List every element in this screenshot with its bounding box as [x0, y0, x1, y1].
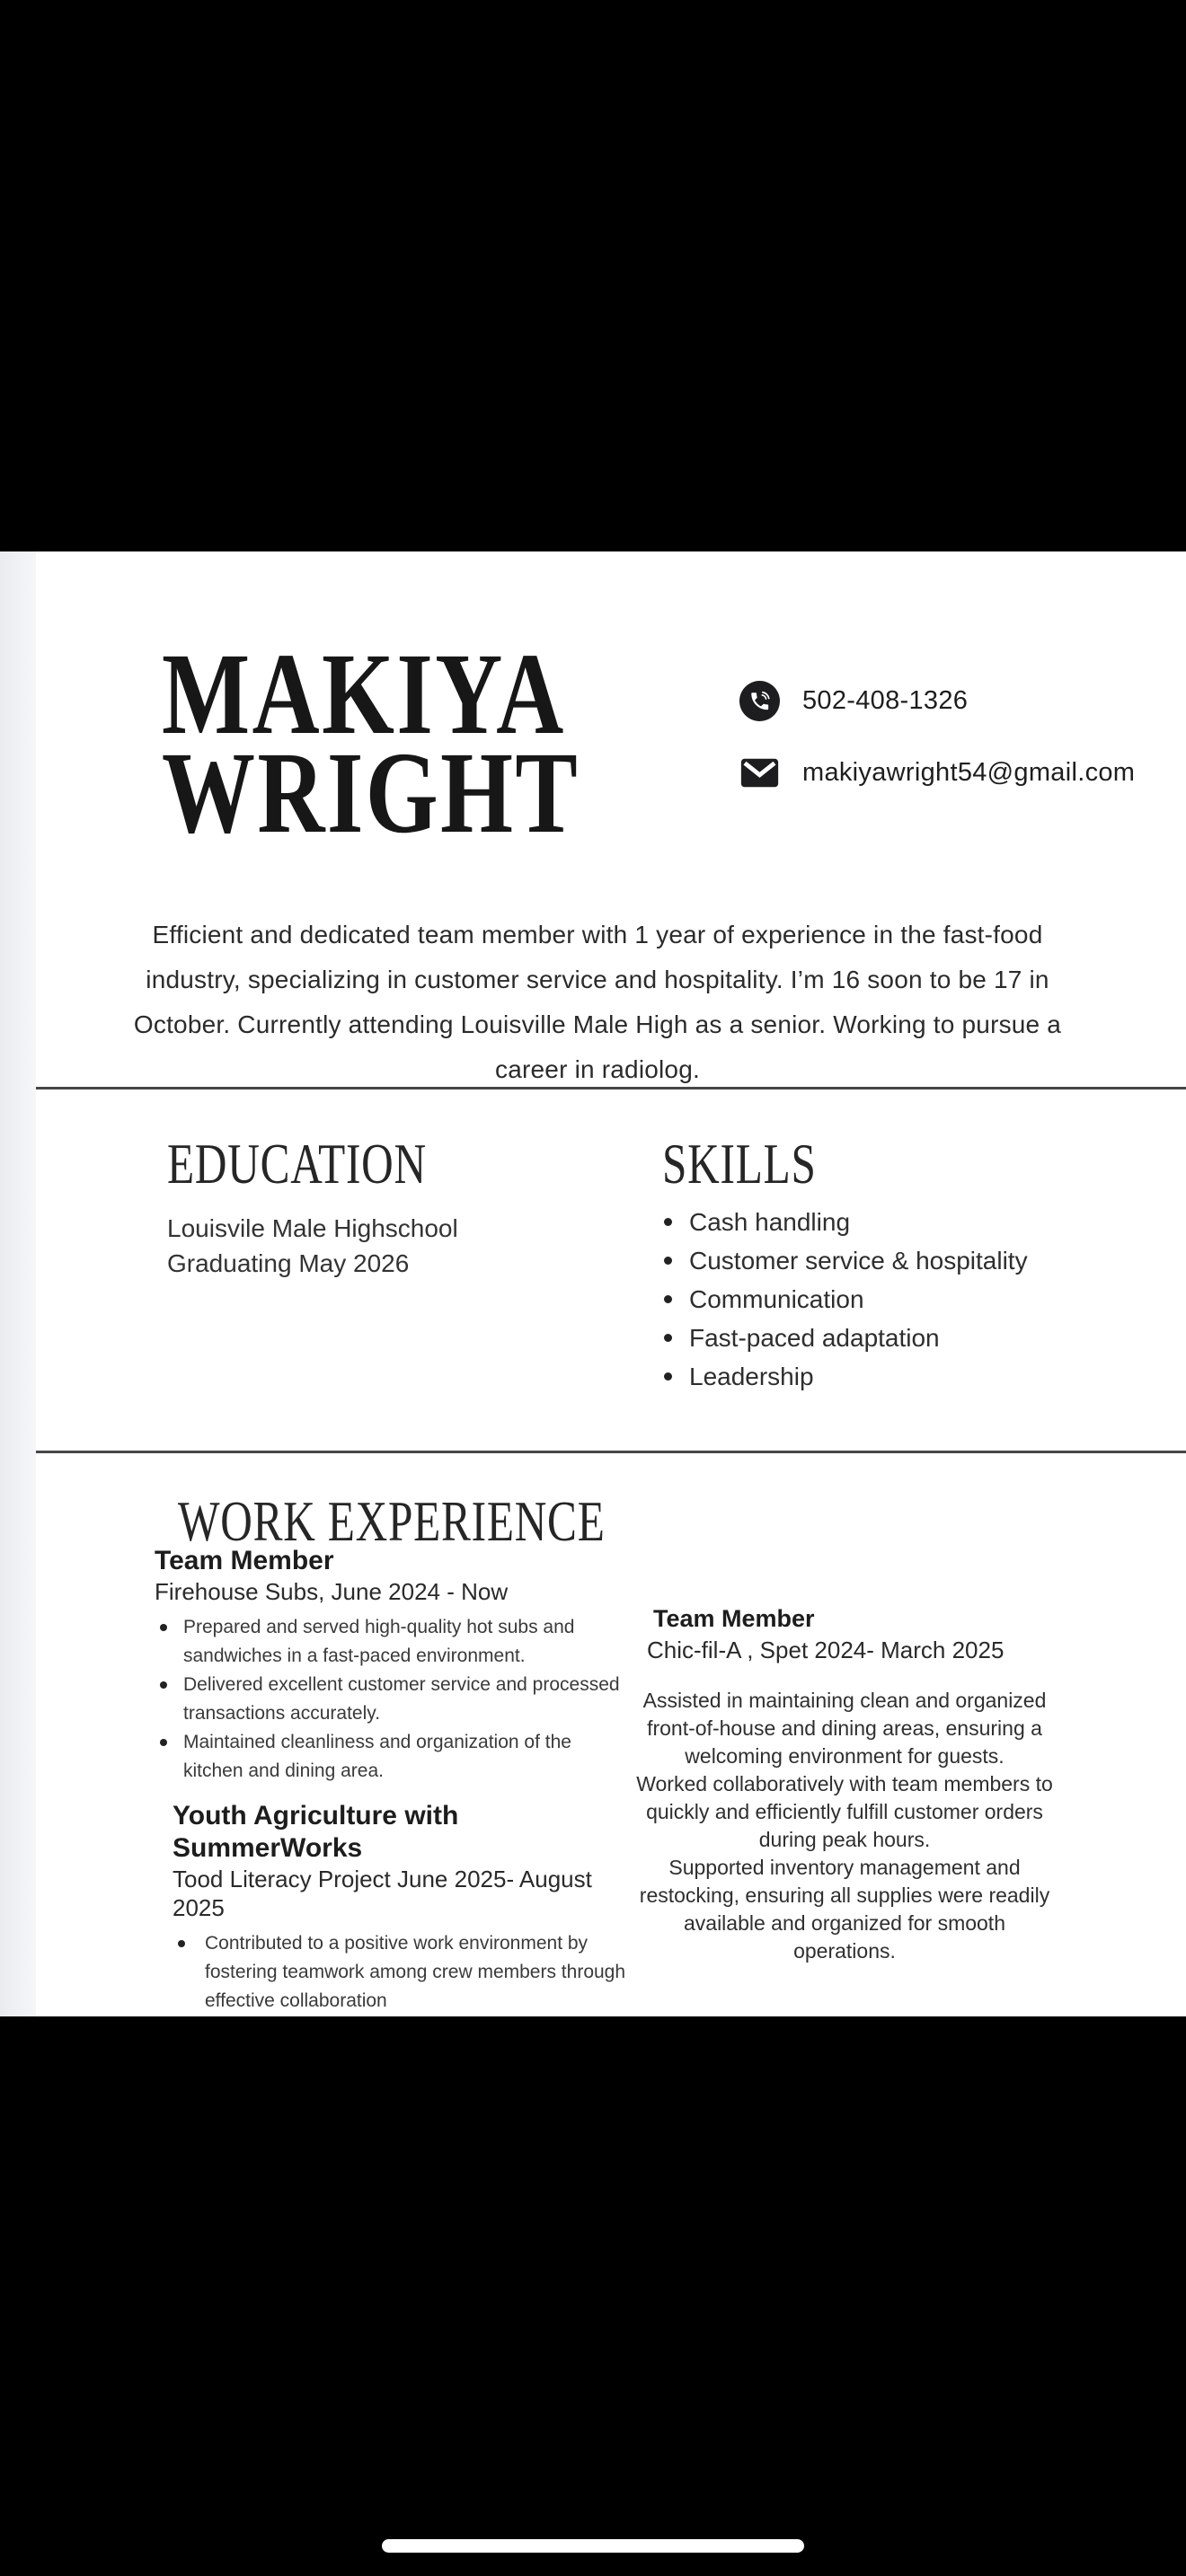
job-bullets — [155, 1613, 640, 1786]
work-right-column — [633, 1604, 1056, 1965]
list-item: Maintained cleanliness and organization of the kitchen and dining area. — [155, 1728, 633, 1786]
home-indicator[interactable] — [382, 2539, 804, 2553]
list-item: Assisted in maintaining clean and organized front-of-house and dining areas, ensuring a welcoming environment for guests. — [642, 1689, 1047, 1768]
job-role: Youth Agriculture with SummerWorks — [173, 1801, 459, 1863]
list-item: Customer service & hospitality — [662, 1248, 1028, 1275]
email-address: makiyawright54@gmail.com — [802, 758, 1136, 787]
skills-section — [662, 1134, 1028, 1402]
page-edge-shadow — [0, 551, 36, 2016]
phone-row[interactable] — [739, 681, 1135, 721]
divider-top — [36, 1087, 1186, 1090]
list-item: Leadership — [662, 1363, 1028, 1390]
top-letterbox — [0, 0, 1186, 551]
job-meta: Chic-fil-A , Spet 2024- March 2025 — [647, 1636, 1005, 1663]
job-role: Team Member — [653, 1605, 815, 1632]
contact-block — [739, 681, 1135, 793]
education-title: EDUCATION — [167, 1132, 427, 1195]
phone-icon — [739, 681, 780, 721]
resume-name — [162, 630, 684, 858]
work-title: WORK EXPERIENCE — [178, 1489, 606, 1553]
skills-title: SKILLS — [662, 1132, 817, 1195]
list-item: Contributed to a positive work environment by fostering teamwork among crew members through effective collaboration — [173, 1929, 651, 2016]
job-meta: Tood Literacy Project June 2025- August 2025 — [173, 1866, 592, 1921]
skills-list — [662, 1209, 1028, 1390]
list-item: Cash handling — [662, 1209, 1028, 1236]
education-detail: Graduating May 2026 — [167, 1249, 410, 1277]
mail-icon — [739, 753, 780, 793]
list-item: Supported inventory management and restocking, ensuring all supplies were readily available and organized for smooth operations. — [639, 1856, 1050, 1963]
list-item: Communication — [662, 1286, 1028, 1313]
list-item: Prepared and served high-quality hot subs and sandwiches in a fast-paced environment. — [155, 1613, 633, 1671]
list-item: Fast-paced adaptation — [662, 1325, 1028, 1352]
phone-number: 502-408-1326 — [802, 686, 969, 715]
document-viewer[interactable] — [0, 551, 1186, 2016]
education-section — [167, 1134, 504, 1281]
work-section-header — [178, 1491, 733, 1552]
name-line-2: WRIGHT — [162, 728, 580, 858]
job-firehouse — [155, 1545, 640, 1786]
name-line-1: MAKIYA — [162, 630, 566, 759]
email-row[interactable] — [739, 753, 1135, 793]
work-left-column — [155, 1545, 640, 2073]
job-description — [633, 1687, 1056, 1965]
job-role: Team Member — [155, 1546, 334, 1575]
job-meta: Firehouse Subs, June 2024 - Now — [155, 1578, 509, 1605]
list-item: Worked collaboratively with team members to quickly and efficiently fulfill customer orders during peak hours. — [636, 1772, 1053, 1851]
bottom-letterbox — [0, 2016, 1186, 2576]
education-school: Louisvile Male Highschool — [167, 1214, 458, 1242]
list-item: Delivered excellent customer service and processed transactions accurately. — [155, 1671, 633, 1728]
summary-paragraph: Efficient and dedicated team member with 1 year of experience in the fast-food industry, specializing in customer service and hospitality. I’m 16 soon to be 17 in October. Currently attending Louisville Male High as a senior. Working to pursue a career in radiolog. — [133, 921, 1062, 1083]
divider-middle — [36, 1451, 1186, 1453]
